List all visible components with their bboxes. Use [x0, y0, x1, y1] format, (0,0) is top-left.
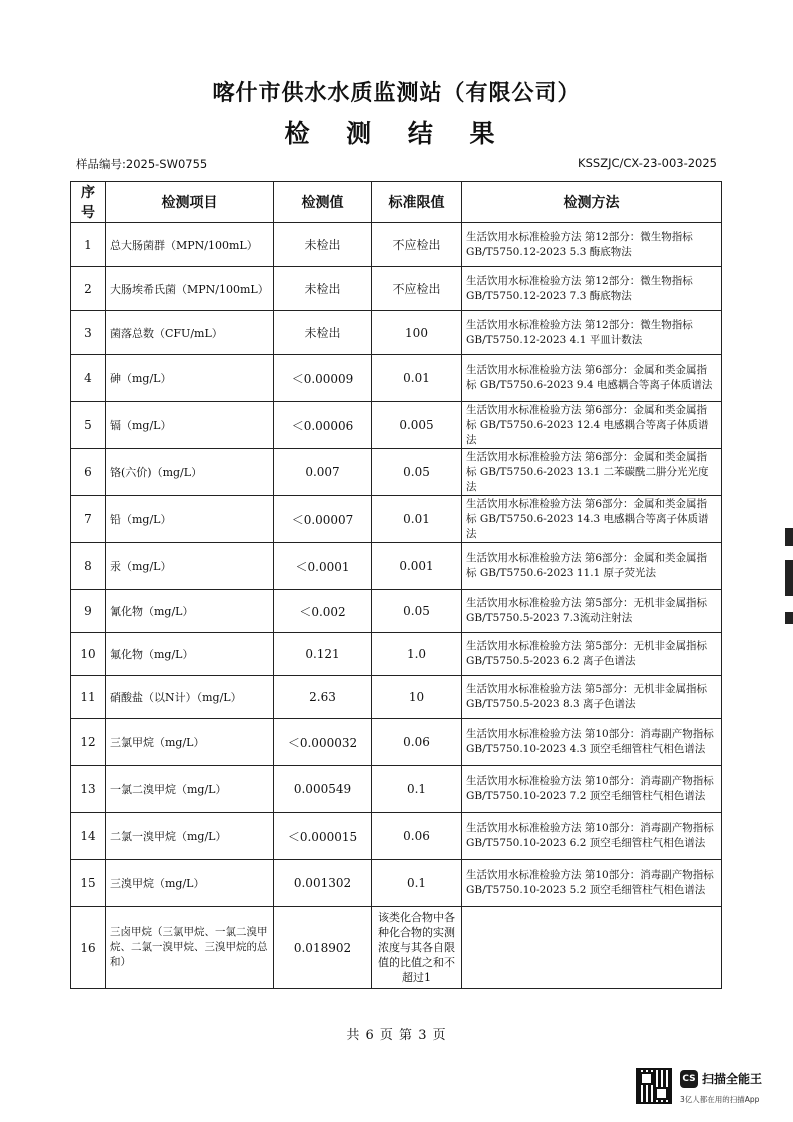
row-value: ＜0.00006 [274, 402, 372, 449]
row-limit: 不应检出 [372, 223, 462, 267]
row-item: 硝酸盐（以N计）（mg/L） [106, 676, 274, 719]
results-table [70, 181, 722, 989]
row-item: 大肠埃希氏菌（MPN/100mL） [106, 267, 274, 311]
table-row [71, 813, 722, 860]
row-limit: 0.01 [372, 496, 462, 543]
row-item: 二氯一溴甲烷（mg/L） [106, 813, 274, 860]
row-method [462, 907, 722, 989]
row-number: 16 [71, 907, 106, 989]
row-number: 5 [71, 402, 106, 449]
row-number: 12 [71, 719, 106, 766]
row-item: 氰化物（mg/L） [106, 590, 274, 633]
row-method: 生活饮用水标准检验方法 第10部分：消毒副产物指标 GB/T5750.10-2023 7.2 顶空毛细管柱气相色谱法 [462, 766, 722, 813]
row-value: 0.018902 [274, 907, 372, 989]
row-item: 镉（mg/L） [106, 402, 274, 449]
row-limit: 100 [372, 311, 462, 355]
row-item: 三溴甲烷（mg/L） [106, 860, 274, 907]
row-item: 砷（mg/L） [106, 355, 274, 402]
table-row [71, 449, 722, 496]
header-no: 序号 [71, 182, 106, 223]
row-number: 14 [71, 813, 106, 860]
row-method: 生活饮用水标准检验方法 第10部分：消毒副产物指标 GB/T5750.10-2023 4.3 顶空毛细管柱气相色谱法 [462, 719, 722, 766]
camscanner-logo-icon: CS [680, 1070, 698, 1088]
row-value: 2.63 [274, 676, 372, 719]
row-item: 汞（mg/L） [106, 543, 274, 590]
row-method: 生活饮用水标准检验方法 第10部分：消毒副产物指标 GB/T5750.10-2023 6.2 顶空毛细管柱气相色谱法 [462, 813, 722, 860]
header-item: 检测项目 [106, 182, 274, 223]
scanner-watermark [636, 1068, 786, 1112]
table-header-row [71, 182, 722, 223]
table-row [71, 766, 722, 813]
table-row [71, 311, 722, 355]
qr-code-icon [636, 1068, 672, 1104]
results-body [71, 223, 722, 989]
row-limit: 10 [372, 676, 462, 719]
row-limit: 不应检出 [372, 267, 462, 311]
table-row [71, 633, 722, 676]
row-value: ＜0.00007 [274, 496, 372, 543]
row-value: ＜0.000032 [274, 719, 372, 766]
header-method: 检测方法 [462, 182, 722, 223]
row-limit: 0.01 [372, 355, 462, 402]
row-value: 0.001302 [274, 860, 372, 907]
row-number: 11 [71, 676, 106, 719]
row-value: ＜0.002 [274, 590, 372, 633]
row-limit: 0.06 [372, 813, 462, 860]
table-row [71, 496, 722, 543]
row-limit: 1.0 [372, 633, 462, 676]
row-method: 生活饮用水标准检验方法 第12部分：微生物指标 GB/T5750.12-2023 7.3 酶底物法 [462, 267, 722, 311]
row-value: 0.000549 [274, 766, 372, 813]
row-method: 生活饮用水标准检验方法 第6部分：金属和类金属指标 GB/T5750.6-2023 12.4 电感耦合等离子体质谱法 [462, 402, 722, 449]
row-number: 8 [71, 543, 106, 590]
table-row [71, 267, 722, 311]
row-number: 13 [71, 766, 106, 813]
scan-edge-mark [785, 560, 793, 596]
row-item: 铅（mg/L） [106, 496, 274, 543]
sample-number: 样品编号:2025-SW0755 [76, 157, 208, 171]
row-item: 三氯甲烷（mg/L） [106, 719, 274, 766]
row-item: 总大肠菌群（MPN/100mL） [106, 223, 274, 267]
row-number: 15 [71, 860, 106, 907]
row-limit: 0.001 [372, 543, 462, 590]
table-row [71, 719, 722, 766]
row-method: 生活饮用水标准检验方法 第6部分：金属和类金属指标 GB/T5750.6-2023 11.1 原子荧光法 [462, 543, 722, 590]
row-method: 生活饮用水标准检验方法 第12部分：微生物指标 GB/T5750.12-2023 5.3 酶底物法 [462, 223, 722, 267]
table-row [71, 676, 722, 719]
row-item: 氟化物（mg/L） [106, 633, 274, 676]
row-number: 10 [71, 633, 106, 676]
row-value: ＜0.0001 [274, 543, 372, 590]
table-row [71, 590, 722, 633]
table-row [71, 907, 722, 989]
scanner-app-name: 扫描全能王 [702, 1072, 763, 1086]
row-method: 生活饮用水标准检验方法 第6部分：金属和类金属指标 GB/T5750.6-2023 9.4 电感耦合等离子体质谱法 [462, 355, 722, 402]
scan-edge-mark [785, 612, 793, 624]
row-item: 一氯二溴甲烷（mg/L） [106, 766, 274, 813]
row-value: ＜0.000015 [274, 813, 372, 860]
row-limit: 0.05 [372, 590, 462, 633]
row-limit: 0.1 [372, 860, 462, 907]
table-row [71, 355, 722, 402]
row-limit: 0.05 [372, 449, 462, 496]
row-item: 菌落总数（CFU/mL） [106, 311, 274, 355]
row-method: 生活饮用水标准检验方法 第6部分：金属和类金属指标 GB/T5750.6-2023 13.1 二苯碳酰二肼分光光度法 [462, 449, 722, 496]
row-number: 3 [71, 311, 106, 355]
row-number: 9 [71, 590, 106, 633]
header-limit: 标准限值 [372, 182, 462, 223]
row-value: 0.007 [274, 449, 372, 496]
table-row [71, 860, 722, 907]
page-indicator: 共 6 页 第 3 页 [346, 1028, 447, 1043]
row-number: 6 [71, 449, 106, 496]
org-title: 喀什市供水水质监测站（有限公司） [212, 81, 581, 106]
header-value: 检测值 [274, 182, 372, 223]
row-value: 0.121 [274, 633, 372, 676]
row-number: 2 [71, 267, 106, 311]
row-method: 生活饮用水标准检验方法 第6部分：金属和类金属指标 GB/T5750.6-2023 14.3 电感耦合等离子体质谱法 [462, 496, 722, 543]
row-item: 三卤甲烷（三氯甲烷、一氯二溴甲烷、二氯一溴甲烷、三溴甲烷的总和） [106, 907, 274, 989]
row-item: 铬(六价)（mg/L） [106, 449, 274, 496]
row-method: 生活饮用水标准检验方法 第5部分：无机非金属指标 GB/T5750.5-2023 7.3流动注射法 [462, 590, 722, 633]
document-code: KSSZJC/CX-23-003-2025 [578, 156, 717, 170]
row-number: 4 [71, 355, 106, 402]
row-value: 未检出 [274, 267, 372, 311]
scanner-tagline: 3亿人都在用的扫描App [680, 1095, 760, 1104]
row-method: 生活饮用水标准检验方法 第5部分：无机非金属指标 GB/T5750.5-2023 8.3 离子色谱法 [462, 676, 722, 719]
row-limit: 0.06 [372, 719, 462, 766]
scan-edge-mark [785, 528, 793, 546]
row-value: 未检出 [274, 311, 372, 355]
row-limit: 0.1 [372, 766, 462, 813]
row-limit: 0.005 [372, 402, 462, 449]
table-row [71, 543, 722, 590]
row-method: 生活饮用水标准检验方法 第5部分：无机非金属指标 GB/T5750.5-2023 6.2 离子色谱法 [462, 633, 722, 676]
row-method: 生活饮用水标准检验方法 第12部分：微生物指标GB/T5750.12-2023 4.1 平皿计数法 [462, 311, 722, 355]
row-number: 1 [71, 223, 106, 267]
row-value: ＜0.00009 [274, 355, 372, 402]
row-value: 未检出 [274, 223, 372, 267]
table-row [71, 402, 722, 449]
table-row [71, 223, 722, 267]
row-number: 7 [71, 496, 106, 543]
row-method: 生活饮用水标准检验方法 第10部分：消毒副产物指标 GB/T5750.10-2023 5.2 顶空毛细管柱气相色谱法 [462, 860, 722, 907]
document-title: 检 测 结 果 [284, 119, 509, 148]
row-limit: 该类化合物中各种化合物的实测浓度与其各自限值的比值之和不超过1 [372, 907, 462, 989]
